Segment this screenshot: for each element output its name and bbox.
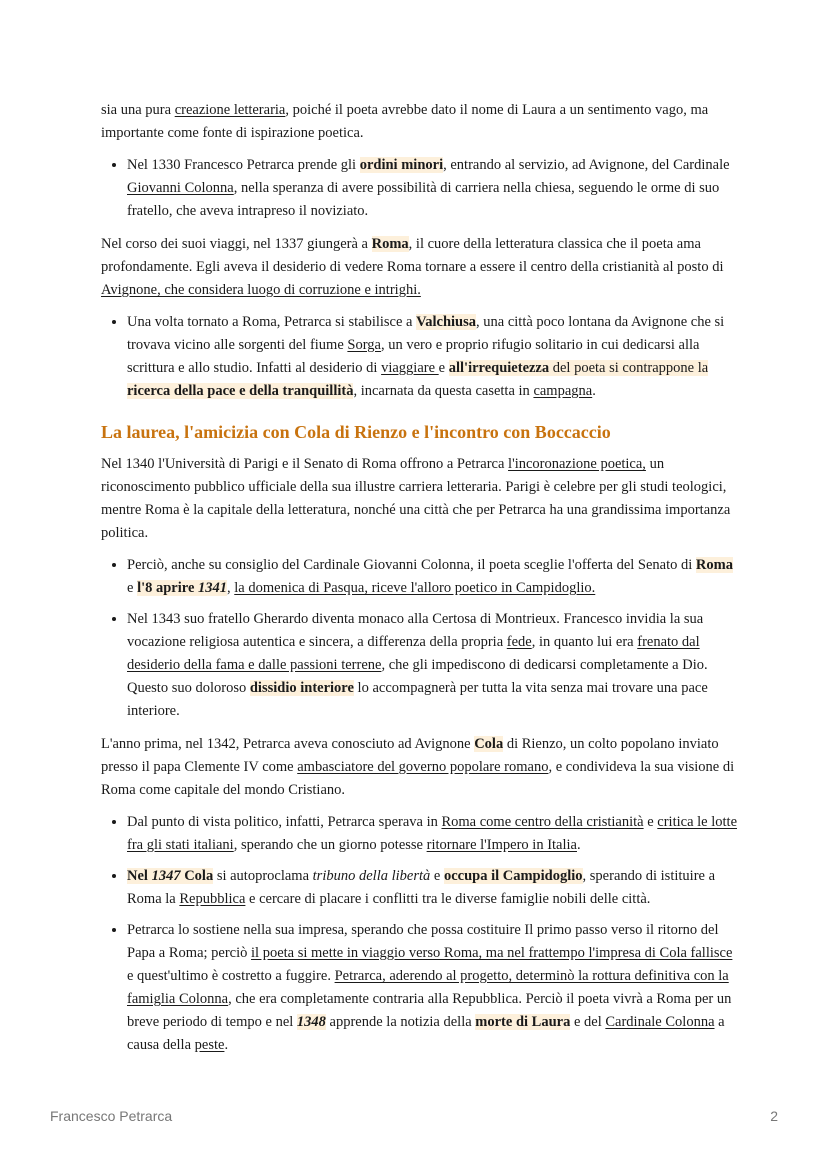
- bullet-list: [101, 554, 737, 723]
- paragraph: Nel corso dei suoi viaggi, nel 1337 giungerà a Roma, il cuore della letteratura classica che il poeta ama profondamente. Egli aveva il desiderio di vedere Roma tornare a essere il centro della cristianità al posto di Avignone, che considera luogo di corruzione e intrighi.: [101, 236, 724, 298]
- list-item: • Nel 1343 suo fratello Gherardo diventa monaco alla Certosa di Montrieux. Francesco invidia la sua vocazione religiosa autentica e sincera, a differenza della propria fede, in quanto lui era frenato dal desiderio della fama e dalle passioni terrene, che gli impediscono di dedicarsi completamente a Dio. Questo suo doloroso dissidio interiore lo accompagnerà per tutta la vita senza mai trovare una pace interiore.: [127, 608, 737, 723]
- paragraph: sia una pura creazione letteraria, poiché il poeta avrebbe dato il nome di Laura a un sentimento vago, ma importante come fonte di ispirazione poetica.: [101, 102, 709, 141]
- list-item: • Una volta tornato a Roma, Petrarca si stabilisce a Valchiusa, una città poco lontana da Avignone che si trovava vicino alle sorgenti del fiume Sorga, un vero e proprio rifugio solitario in cui dedicarsi alla scrittura e allo studio. Infatti al desiderio di viaggiare e all'irrequietezza del poeta si contrappone la ricerca della pace e della tranquillità, incarnata da questa casetta in campagna.: [127, 311, 737, 403]
- list-item: • Nel 1347 Cola si autoproclama tribuno della libertà e occupa il Campidoglio, sperando di istituire a Roma la Repubblica e cercare di placare i conflitti tra le diverse famiglie nobili delle città.: [127, 865, 737, 911]
- list-item: • Petrarca lo sostiene nella sua impresa, sperando che possa costituire Il primo passo verso il ritorno del Papa a Roma; perciò il poeta si mette in viaggio verso Roma, ma nel frattempo l'impresa di Cola fallisce e quest'ultimo è costretto a fuggire. Petrarca, aderendo al progetto, determinò la rottura definitiva con la famiglia Colonna, che era completamente contraria alla Repubblica. Perciò il poeta vivrà a Roma per un breve periodo di tempo e nel 1348 apprende la notizia della morte di Laura e del Cardinale Colonna a causa della peste.: [127, 919, 737, 1057]
- document-body: [101, 99, 737, 1067]
- bullet-list: [101, 811, 737, 1057]
- page-number: 2: [770, 1108, 778, 1124]
- bullet-list: [101, 154, 737, 223]
- list-item: • Perciò, anche su consiglio del Cardinale Giovanni Colonna, il poeta sceglie l'offerta del Senato di Roma e l'8 aprire 1341, la domenica di Pasqua, riceve l'alloro poetico in Campidoglio.: [127, 554, 737, 600]
- section-heading: La laurea, l'amicizia con Cola di Rienzo e l'incontro con Boccaccio: [101, 422, 611, 442]
- paragraph: Nel 1340 l'Università di Parigi e il Senato di Roma offrono a Petrarca l'incoronazione poetica, un riconoscimento pubblico ufficiale della sua illustre carriera letteraria. Parigi è celebre per gli studi teologici, mentre Roma è la capitale della letteratura, nonché una città che per Petrarca ha una grandissima importanza politica.: [101, 456, 731, 541]
- list-item: • Dal punto di vista politico, infatti, Petrarca sperava in Roma come centro della cristianità e critica le lotte fra gli stati italiani, sperando che un giorno potesse ritornare l'Impero in Italia.: [127, 811, 737, 857]
- paragraph: L'anno prima, nel 1342, Petrarca aveva conosciuto ad Avignone Cola di Rienzo, un colto popolano inviato presso il papa Clemente IV come ambasciatore del governo popolare romano, e condivideva la sua visione di Roma come capitale del mondo Cristiano.: [101, 736, 735, 798]
- footer-title: Francesco Petrarca: [50, 1108, 173, 1124]
- list-item: • Nel 1330 Francesco Petrarca prende gli ordini minori, entrando al servizio, ad Avignone, del Cardinale Giovanni Colonna, nella speranza di avere possibilità di carriera nella chiesa, seguendo le orme di suo fratello, che aveva intrapreso il noviziato.: [127, 154, 737, 223]
- bullet-list: [101, 311, 737, 403]
